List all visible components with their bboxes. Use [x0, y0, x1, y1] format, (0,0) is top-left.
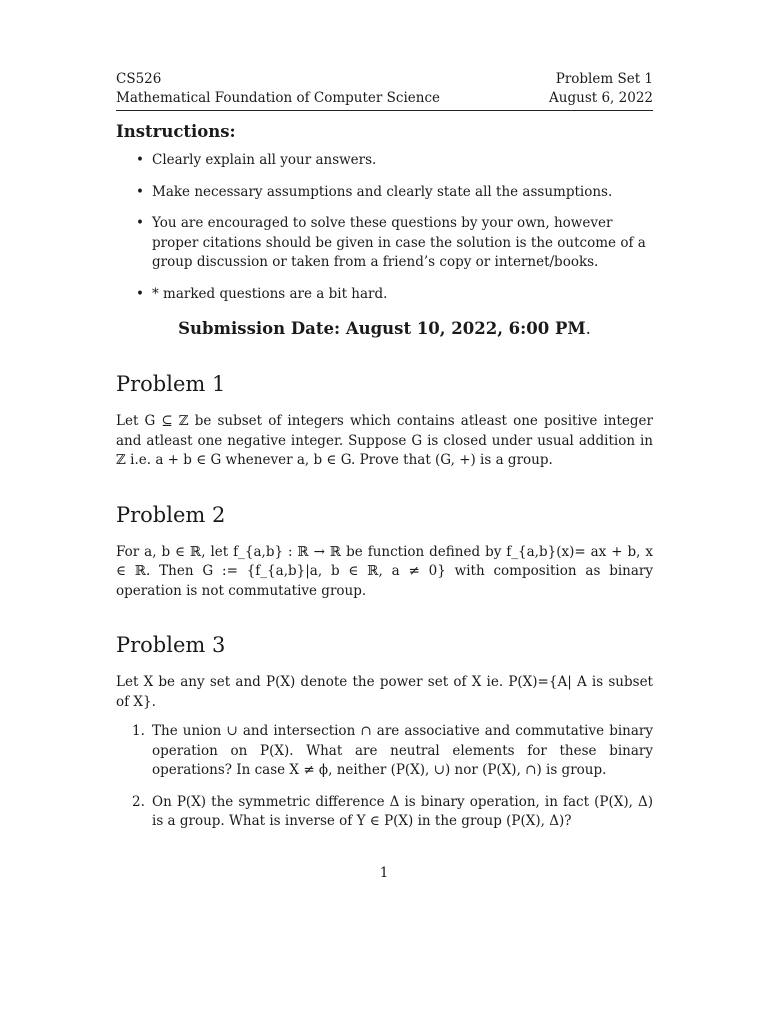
instruction-text: Make necessary assumptions and clearly state all the assumptions. [152, 183, 613, 200]
bullet-icon: • [136, 152, 144, 168]
submission-period: . [585, 319, 591, 338]
problem-set-name: Problem Set 1 [555, 71, 653, 87]
bullet-icon: • [136, 215, 144, 231]
item-text: On P(X) the symmetric difference Δ is binary operation, in fact (P(X), Δ) is a group. What is inverse of Y ∈ P(X) in the group (P(X), Δ)? [152, 793, 653, 829]
problem-3-text: Let X be any set and P(X) denote the power set of X ie. P(X)={A| A is subset of X}. [116, 674, 653, 710]
instruction-item [116, 285, 653, 305]
instructions-heading: Instructions: [116, 122, 236, 141]
problem-1-text: Let G ⊆ ℤ be subset of integers which contains atleast one positive integer and atleast one negative integer. Suppose G is closed under usual addition in ℤ i.e. a + b ∈ G whenever a, b ∈ G. Prove that (G, +) is a group. [116, 413, 653, 468]
submission-label: Submission Date: August 10, 2022, 6:00 PM [178, 319, 586, 338]
problem-3-item [116, 722, 653, 781]
problem-2-text: For a, b ∈ ℝ, let f_{a,b} : ℝ → ℝ be function defined by f_{a,b}(x)= ax + b, x ∈ ℝ. Then G := {f_{a,b}|a, b ∈ ℝ, a ≠ 0} with composition as binary operation is not commutative group. [116, 543, 653, 599]
header-right [549, 70, 653, 108]
problem-3-list [116, 722, 653, 832]
page-number: 1 [379, 865, 389, 881]
problem-3-item [116, 793, 653, 832]
document-page [116, 70, 653, 844]
instructions-list [116, 151, 653, 304]
instruction-item [116, 183, 653, 203]
course-code: CS526 [116, 71, 162, 87]
item-number: 1. [132, 723, 145, 739]
instruction-item [116, 151, 653, 171]
header-date: August 6, 2022 [549, 90, 653, 106]
course-title: Mathematical Foundation of Computer Science [116, 90, 441, 106]
submission-date [116, 318, 653, 340]
bullet-icon: • [136, 285, 144, 302]
header-left [116, 70, 440, 108]
page-header [116, 70, 653, 108]
problem-3-title: Problem 3 [116, 633, 226, 657]
item-text: The union ∪ and intersection ∩ are associative and commutative binary operation on P(X). What are neutral elements for these binary operations? In case X ≠ ϕ, neither (P(X), ∪) nor (P(X), ∩) is group. [152, 723, 653, 778]
instruction-text: * marked questions are a bit hard. [152, 285, 388, 302]
header-rule [116, 110, 653, 111]
instruction-text: You are encouraged to solve these questions by your own, however proper citations should be given in case the solution is the outcome of a group discussion or taken from a friend’s copy or internet/books. [152, 215, 646, 270]
instruction-text: Clearly explain all your answers. [152, 152, 377, 168]
instruction-item [116, 214, 653, 273]
problem-1-title: Problem 1 [116, 372, 226, 396]
bullet-icon: • [136, 183, 144, 200]
item-number: 2. [132, 793, 145, 810]
problem-2-title: Problem 2 [116, 502, 226, 527]
